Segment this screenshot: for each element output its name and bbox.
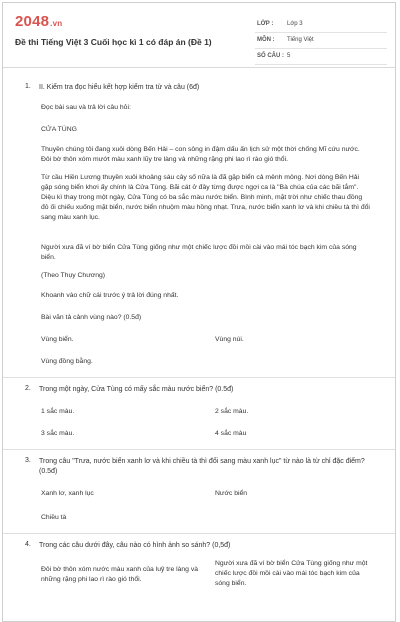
- answer-option[interactable]: Vùng biển.: [41, 336, 74, 343]
- meta-row-question-count: [255, 49, 387, 65]
- answer-option[interactable]: Đôi bờ thôn xóm nước màu xanh của luỹ tre làng và những rặng phi lao rì rào gió thổi.: [41, 566, 199, 583]
- sub-question-text: Bài văn tả cảnh vùng nào? (0.5đ): [41, 314, 142, 321]
- exam-meta-table: [255, 17, 387, 65]
- meta-value: Tiếng Việt: [287, 37, 314, 43]
- question-divider: [3, 449, 395, 450]
- answer-option[interactable]: Vùng núi.: [215, 336, 244, 343]
- exam-header: [3, 3, 395, 68]
- logo-text: 2048: [15, 13, 50, 30]
- exam-sheet: [2, 2, 396, 622]
- meta-label: MÔN :: [257, 37, 275, 43]
- question-text: Trong câu "Trưa, nước biển xanh lơ và khi chiều tà thì đổi sang màu xanh lục" từ nào là từ chỉ đặc điểm? (0.5đ): [39, 458, 365, 475]
- answer-option[interactable]: 4 sắc màu: [215, 430, 247, 437]
- meta-row-class: [255, 17, 387, 33]
- passage-author: (Theo Thụy Chương): [41, 272, 106, 279]
- site-logo[interactable]: [15, 13, 62, 30]
- meta-label: SỐ CÂU :: [257, 53, 284, 59]
- logo-tld: .vn: [50, 19, 63, 28]
- answer-option[interactable]: Nước biển: [215, 490, 248, 497]
- exam-title: Đề thi Tiếng Việt 3 Cuối học kì 1 có đáp án (Đề 1): [15, 37, 212, 47]
- meta-row-subject: [255, 33, 387, 49]
- question-number: 3.: [25, 457, 31, 464]
- passage-paragraph-3: Người xưa đã ví bờ biển Cửa Tùng giống như một chiếc lược đồi mồi cài vào mái tóc bạch kim của sóng biển.: [41, 244, 357, 261]
- question-number: 1.: [25, 83, 31, 90]
- answer-option[interactable]: 2 sắc màu.: [215, 408, 249, 415]
- question-text: Trong một ngày, Cửa Tùng có mấy sắc màu nước biển? (0.5đ): [39, 386, 234, 393]
- question-divider: [3, 377, 395, 378]
- question-divider: [3, 533, 395, 534]
- answer-instruction: Khoanh vào chữ cái trước ý trả lời đúng nhất.: [41, 292, 179, 299]
- answer-option[interactable]: Xanh lơ, xanh lục: [41, 490, 94, 497]
- meta-value: 5: [287, 53, 291, 59]
- answer-option[interactable]: Chiều tà: [41, 514, 67, 521]
- passage-paragraph-1: Thuyền chúng tôi đang xuôi dòng Bến Hải – con sông in đậm dấu ấn lịch sử một thời chống Mĩ cứu nước. Đôi bờ thôn xóm mướt màu xanh lũy tre làng và những rặng phi lao rì rào gió thổi.: [41, 146, 360, 163]
- answer-option[interactable]: Người xưa đã ví bờ biển Cửa Tùng giống như một chiếc lược đồi mồi cài vào mái tóc bạch kim của sóng biển.: [215, 560, 368, 587]
- meta-label: LỚP :: [257, 21, 274, 27]
- passage-title: CỬA TÙNG: [41, 126, 77, 133]
- reading-instruction: Đọc bài sau và trả lời câu hỏi:: [41, 104, 131, 111]
- answer-option[interactable]: 1 sắc màu.: [41, 408, 75, 415]
- question-number: 2.: [25, 385, 31, 392]
- passage-paragraph-2: Từ cầu Hiền Lương thuyền xuôi khoảng sáu cây số nữa là đã gặp biển cả mênh mông. Nơi dòng Bến Hải gặp sóng biển khơi ấy chính là Cửa Tùng. Bãi cát ở đây từng được ngợi ca là "Bà chúa của các bãi tắm". Diệu kì thay trong một ngày, Cửa Tùng có ba sắc màu nước biển. Bình minh, mặt trời như chiếc thau đồng đỏ ối chiếu xuống mặt biển, nước biển nhuộm màu hồng nhạt. Trưa, nước biển xanh lơ và khi chiều tà thì đổi sang màu xanh lục.: [41, 174, 370, 221]
- answer-option[interactable]: 3 sắc màu.: [41, 430, 75, 437]
- question-text: II. Kiểm tra đọc hiểu kết hợp kiểm tra từ và câu (6đ): [39, 84, 200, 91]
- question-number: 4.: [25, 541, 31, 548]
- question-text: Trong các câu dưới đây, câu nào có hình ảnh so sánh? (0,5đ): [39, 542, 231, 549]
- meta-value: Lớp 3: [287, 21, 303, 27]
- answer-option[interactable]: Vùng đồng bằng.: [41, 358, 93, 365]
